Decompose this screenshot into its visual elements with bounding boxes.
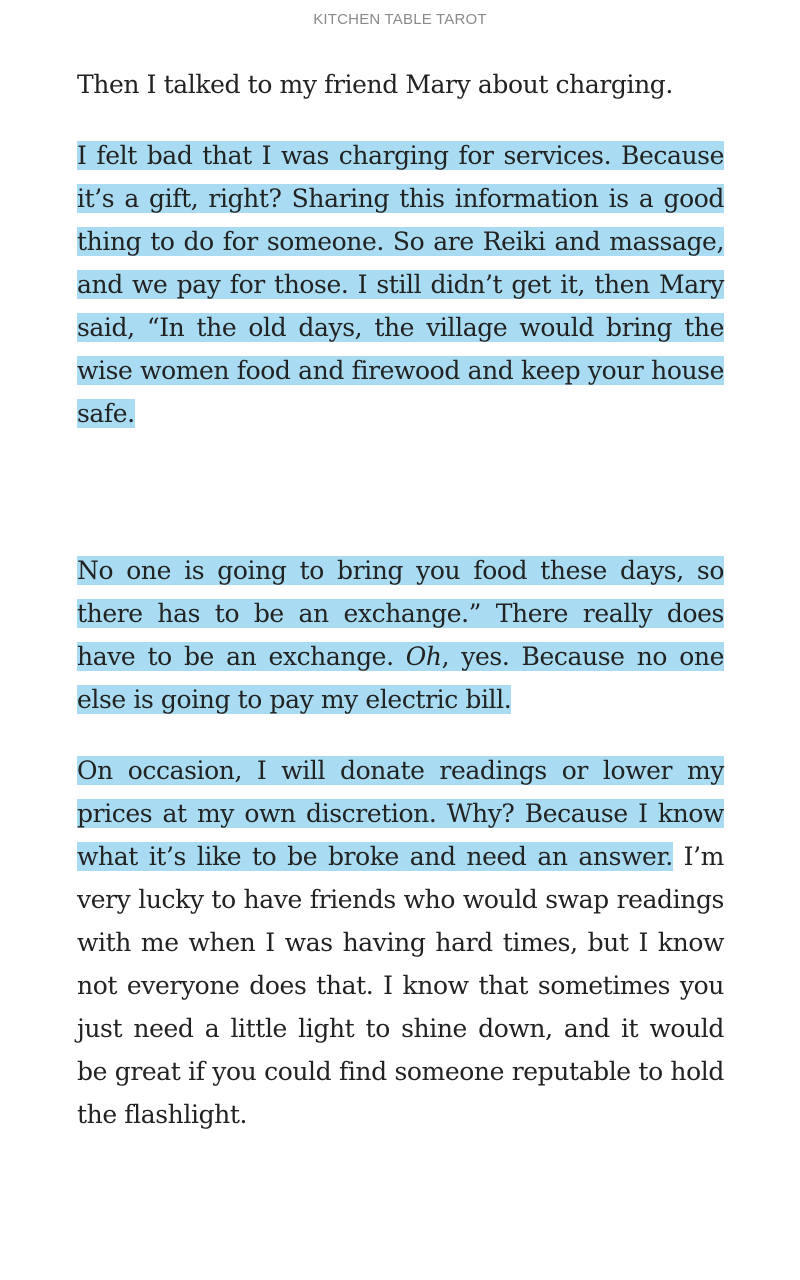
paragraph-3[interactable]	[77, 549, 724, 721]
paragraph-3-text-b: , yes. Because no one else is going to pay my electric bill.	[77, 642, 724, 714]
paragraph-4-text: I’m very lucky to have friends who would swap readings with me when I was having hard times, but I know not everyone does that. I know that sometimes you just need a little light to shine down, and it would be great if you could find someone reputable to hold the flashlight.	[77, 842, 724, 1129]
highlight-passage-2[interactable]	[77, 556, 724, 714]
reading-page	[77, 63, 724, 1136]
highlight-passage-1[interactable]: I felt bad that I was charging for services. Because it’s a gift, right? Sharing this information is a good thing to do for someone. So are Reiki and massage, and we pay for those. I still didn’t get it, then Mary said, “In the old days, the village would bring the wise women food and firewood and keep your house safe.	[77, 141, 724, 428]
highlight-passage-3[interactable]: On occasion, I will donate readings or lower my prices at my own discretion. Why? Because I know what it’s like to be broke and need an answer.	[77, 756, 724, 871]
paragraph-4[interactable]	[77, 749, 724, 1136]
paragraph-3-italic: Oh	[405, 642, 442, 671]
paragraph-3-text-a: No one is going to bring you food these days, so there has to be an exchange.” There really does have to be an exchange.	[77, 556, 724, 671]
paragraph-1: Then I talked to my friend Mary about charging.	[77, 70, 673, 99]
book-title-header: KITCHEN TABLE TAROT	[313, 11, 487, 28]
paragraph-2[interactable]	[77, 134, 724, 435]
